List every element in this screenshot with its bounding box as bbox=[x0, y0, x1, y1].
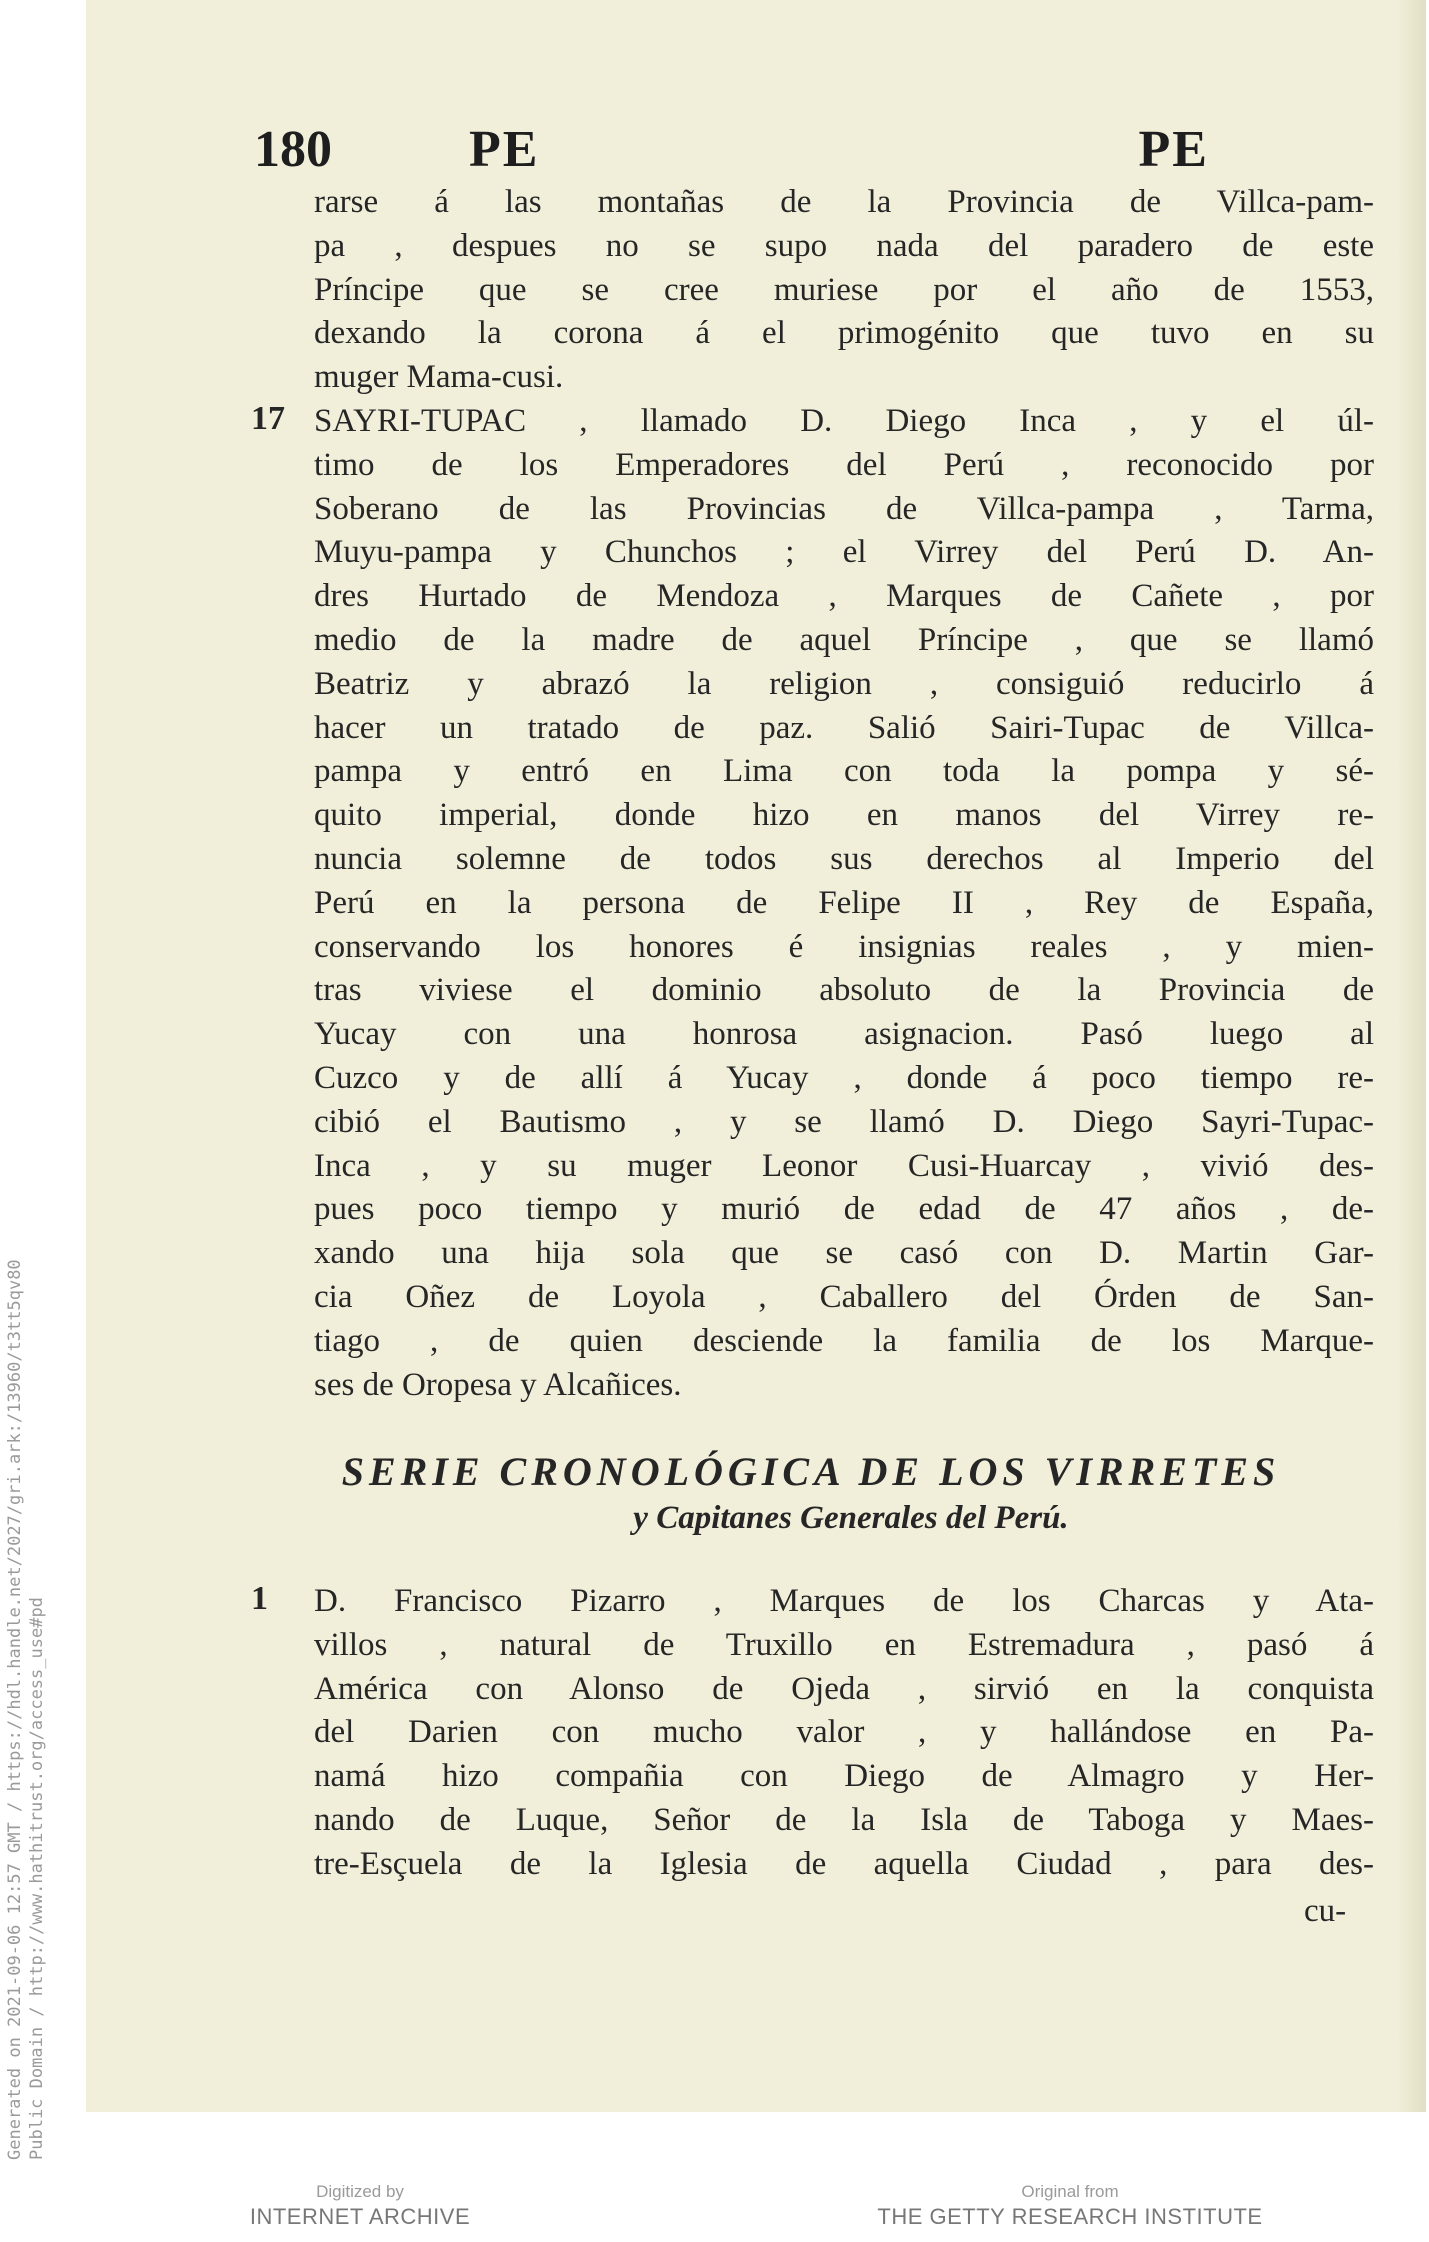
text-line: tiago , de quien desciende la familia de los Marque- bbox=[314, 1322, 1374, 1359]
text-line: namá hizo compañia con Diego de Almagro y Her- bbox=[314, 1758, 1374, 1795]
text-line: pues poco tiempo y murió de edad de 47 años , de- bbox=[314, 1191, 1374, 1228]
text-line: hacer un tratado de paz. Salió Sairi-Tupac de Villca- bbox=[314, 709, 1374, 746]
text-line: medio de la madre de aquel Príncipe , que se llamó bbox=[314, 621, 1374, 658]
entry-17-paragraph bbox=[314, 400, 1374, 1407]
text-line: timo de los Emperadores del Perú , reconocido por bbox=[314, 446, 1374, 483]
text-line: Príncipe que se cree muriese por el año de 1553, bbox=[314, 271, 1374, 308]
right-heading: PE bbox=[1138, 121, 1209, 178]
text-line: dexando la corona á el primogénito que tuvo en su bbox=[314, 315, 1374, 352]
text-line: del Darien con mucho valor , y hallándose en Pa- bbox=[314, 1714, 1374, 1751]
text-line: rarse á las montañas de la Provincia de Villca-pam- bbox=[314, 184, 1374, 220]
text-line: SAYRI-TUPAC , llamado D. Diego Inca , y el úl- bbox=[314, 403, 1374, 439]
text-line: Soberano de las Provincias de Villca-pampa , Tarma, bbox=[314, 490, 1374, 527]
text-line: tras viviese el dominio absoluto de la Provincia de bbox=[314, 972, 1374, 1009]
text-line: pa , despues no se supo nada del paradero de este bbox=[314, 227, 1374, 264]
text-line: Perú en la persona de Felipe II , Rey de España, bbox=[314, 884, 1374, 921]
text-line: xando una hija sola que se casó con D. Martin Gar- bbox=[314, 1235, 1374, 1272]
text-line: pampa y entró en Lima con toda la pompa y sé- bbox=[314, 753, 1374, 790]
text-line: cia Oñez de Loyola , Caballero del Órden de San- bbox=[314, 1278, 1374, 1315]
text-line: dres Hurtado de Mendoza , Marques de Cañete , por bbox=[314, 578, 1374, 615]
text-line: D. Francisco Pizarro , Marques de los Charcas y Ata- bbox=[314, 1583, 1374, 1619]
catchword: cu- bbox=[1304, 1893, 1347, 1929]
source-institution: THE GETTY RESEARCH INSTITUTE bbox=[877, 2204, 1263, 2229]
text-line: Muyu-pampa y Chunchos ; el Virrey del Perú D. An- bbox=[314, 534, 1374, 571]
page-number: 180 bbox=[254, 121, 332, 178]
text-line: cibió el Bautismo , y se llamó D. Diego Sayri-Tupac- bbox=[314, 1103, 1374, 1140]
text-line: Beatriz y abrazó la religion , consiguió reducirlo á bbox=[314, 665, 1374, 702]
entry-number-17: 17 bbox=[251, 400, 285, 437]
text-line: quito imperial, donde hizo en manos del Virrey re- bbox=[314, 797, 1374, 834]
digitizer-name: INTERNET ARCHIVE bbox=[249, 2204, 471, 2229]
text-line: muger Mama-cusi. bbox=[314, 359, 564, 396]
text-line: tre-Esçuela de la Iglesia de aquella Ciudad , para des- bbox=[314, 1845, 1374, 1882]
digitized-by bbox=[190, 2182, 530, 2230]
text-line: nuncia solemne de todos sus derechos al Imperio del bbox=[314, 840, 1374, 877]
digitization-footer bbox=[0, 2182, 1429, 2242]
original-from-label: Original from bbox=[1021, 2182, 1119, 2201]
text-line: Yucay con una honrosa asignacion. Pasó luego al bbox=[314, 1016, 1374, 1053]
book-page bbox=[86, 0, 1426, 2112]
text-line: nando de Luque, Señor de la Isla de Taboga y Maes- bbox=[314, 1801, 1374, 1838]
hathitrust-stamp bbox=[0, 1100, 47, 2200]
left-heading: PE bbox=[469, 121, 540, 178]
section-title: SERIE CRONOLÓGICA DE LOS VIRRETES bbox=[341, 1449, 1281, 1494]
text-line: América con Alonso de Ojeda , sirvió en la conquista bbox=[314, 1670, 1374, 1707]
digitized-by-label: Digitized by bbox=[316, 2182, 404, 2201]
running-head bbox=[254, 120, 1379, 190]
text-line: ses de Oropesa y Alcañices. bbox=[314, 1366, 682, 1403]
text-line: Inca , y su muger Leonor Cusi-Huarcay , vivió des- bbox=[314, 1147, 1374, 1184]
original-from bbox=[870, 2182, 1270, 2230]
text-line: conservando los honores é insignias reales , y mien- bbox=[314, 928, 1374, 965]
stamp-line-rights: Public Domain / http://www.hathitrust.org/access_use#pd bbox=[27, 1597, 47, 2160]
continuation-paragraph bbox=[314, 181, 1374, 400]
entry-1-paragraph bbox=[314, 1580, 1374, 1887]
section-subtitle: y Capitanes Generales del Perú. bbox=[633, 1500, 1069, 1536]
text-line: villos , natural de Truxillo en Estremadura , pasó á bbox=[314, 1626, 1374, 1663]
entry-number-1: 1 bbox=[251, 1580, 268, 1617]
page-edge bbox=[1396, 0, 1426, 2112]
text-line: Cuzco y de allí á Yucay , donde á poco tiempo re- bbox=[314, 1059, 1374, 1096]
stamp-line-generated: Generated on 2021-09-06 12:57 GMT / https://hdl.handle.net/2027/gri.ark:/13960/t3tt5qv80 bbox=[5, 1259, 25, 2160]
